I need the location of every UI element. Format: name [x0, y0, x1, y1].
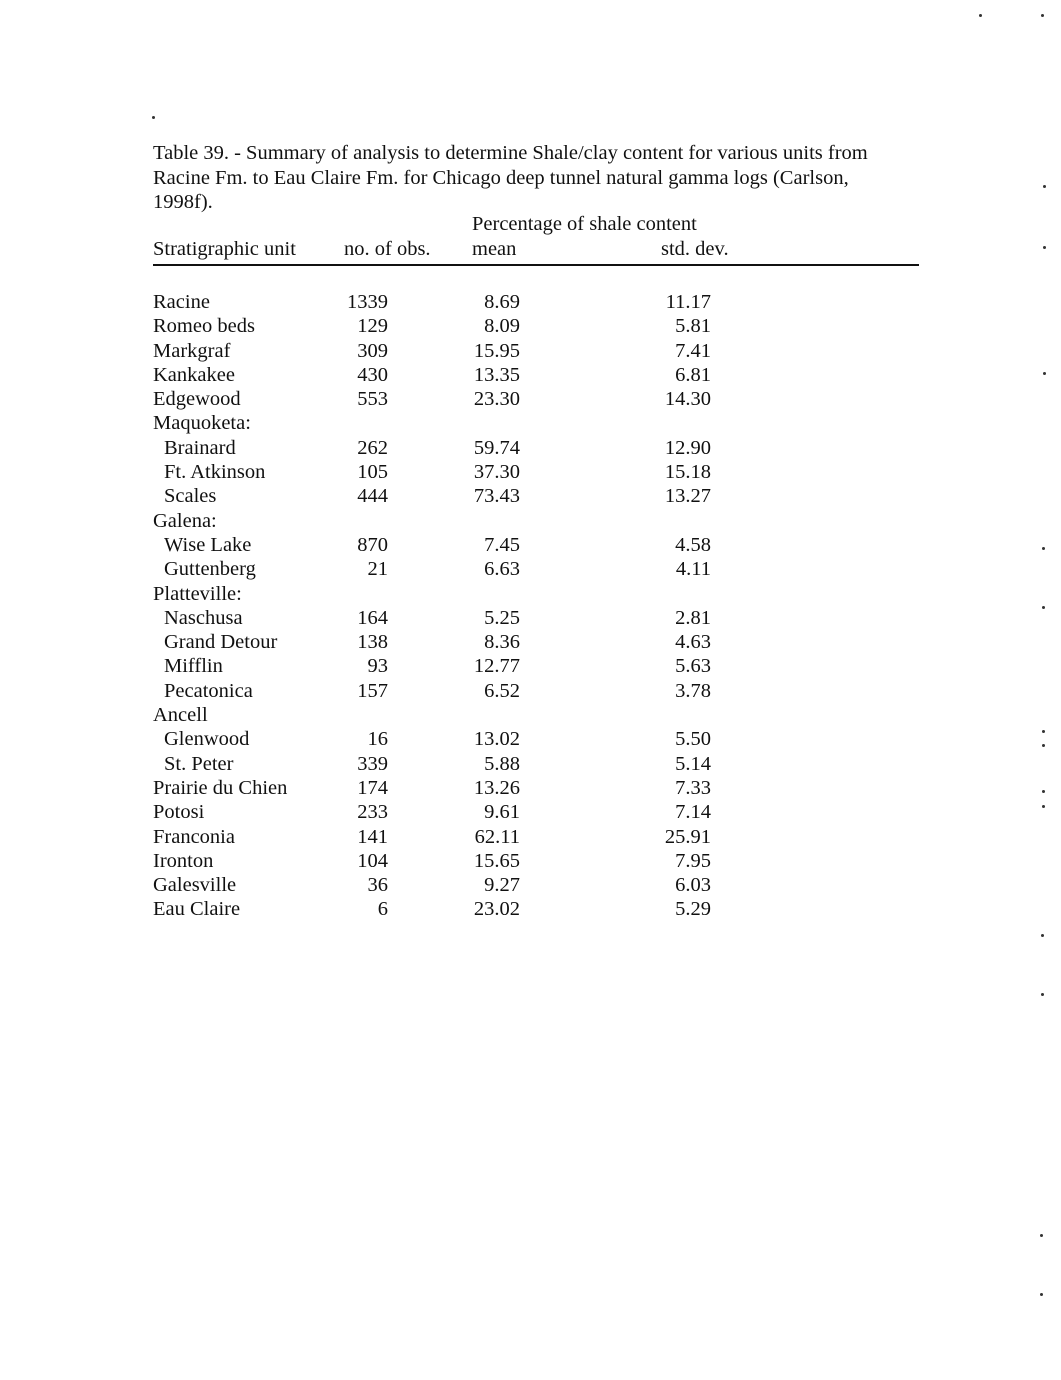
cell-std: 6.03 [675, 874, 711, 897]
cell-unit: Grand Detour [164, 631, 278, 654]
column-header-obs: no. of obs. [344, 238, 431, 260]
cell-std: 7.41 [675, 339, 711, 362]
cell-unit: Wise Lake [164, 533, 252, 556]
cell-obs: 339 [357, 752, 388, 775]
cell-std: 25.91 [664, 825, 711, 848]
cell-unit: Platteville: [153, 582, 242, 605]
cell-mean: 8.69 [484, 291, 520, 313]
cell-obs: 138 [357, 631, 388, 654]
cell-std: 5.50 [675, 728, 711, 751]
scan-speck [152, 116, 155, 119]
cell-mean: 13.35 [473, 363, 520, 386]
table-row [153, 557, 919, 581]
cell-mean: 15.95 [473, 339, 520, 362]
cell-mean: 8.36 [484, 631, 520, 654]
table-row [153, 387, 919, 411]
scan-speck [979, 14, 982, 17]
cell-mean: 62.11 [474, 825, 520, 848]
cell-std: 4.11 [675, 558, 711, 581]
cell-unit: Potosi [153, 801, 205, 824]
cell-obs: 309 [357, 339, 388, 362]
cell-std: 7.33 [675, 776, 711, 799]
cell-obs: 105 [357, 461, 388, 484]
cell-std: 2.81 [675, 606, 711, 629]
scan-speck [1043, 246, 1046, 249]
cell-obs: 16 [367, 728, 388, 751]
scan-speck [1042, 805, 1045, 808]
cell-mean: 23.30 [473, 388, 520, 411]
cell-std: 7.14 [675, 801, 711, 824]
cell-mean: 6.63 [484, 558, 520, 581]
cell-obs: 104 [357, 849, 388, 872]
cell-obs: 262 [357, 436, 388, 459]
cell-unit: Romeo beds [153, 315, 255, 338]
scan-speck [1041, 934, 1044, 937]
scan-speck [1040, 1234, 1043, 1237]
table-row [153, 606, 919, 630]
table-row [153, 727, 919, 751]
cell-std: 12.90 [664, 436, 711, 459]
cell-mean: 9.61 [484, 801, 520, 824]
cell-unit: Guttenberg [164, 558, 256, 581]
table-row [153, 776, 919, 800]
table-row [153, 484, 919, 508]
cell-unit: Ft. Atkinson [164, 461, 266, 484]
cell-unit: Eau Claire [153, 898, 241, 921]
cell-std: 3.78 [675, 679, 711, 702]
cell-obs: 870 [357, 533, 388, 556]
cell-unit: Galesville [153, 874, 237, 897]
scan-speck [1043, 185, 1046, 188]
cell-std: 5.14 [675, 752, 711, 775]
cell-unit: St. Peter [164, 752, 234, 775]
cell-obs: 6 [377, 898, 388, 921]
table-row [153, 897, 919, 921]
table-row [153, 363, 919, 387]
cell-obs: 129 [357, 315, 388, 338]
table-body [153, 290, 919, 922]
cell-mean: 7.45 [484, 533, 520, 556]
table-row [153, 533, 919, 557]
cell-unit: Ironton [153, 849, 214, 872]
cell-unit: Naschusa [164, 606, 243, 629]
cell-mean: 5.88 [484, 752, 520, 775]
cell-unit: Glenwood [164, 728, 250, 751]
cell-unit: Racine [153, 291, 210, 313]
cell-obs: 233 [357, 801, 388, 824]
column-header-unit: Stratigraphic unit [153, 238, 296, 260]
column-header-std: std. dev. [661, 238, 729, 260]
cell-mean: 12.77 [473, 655, 520, 678]
cell-std: 6.81 [675, 363, 711, 386]
cell-unit: Galena: [153, 509, 217, 532]
scan-speck [1043, 372, 1046, 375]
cell-unit: Franconia [153, 825, 235, 848]
cell-unit: Prairie du Chien [153, 776, 288, 799]
cell-std: 7.95 [675, 849, 711, 872]
cell-mean: 6.52 [484, 679, 520, 702]
cell-obs: 36 [367, 874, 388, 897]
column-header-mean: mean [472, 238, 517, 260]
scan-speck [1042, 790, 1045, 793]
table-row [153, 679, 919, 703]
table-group-row [153, 509, 919, 533]
cell-unit: Brainard [164, 436, 236, 459]
table-row [153, 825, 919, 849]
cell-std: 4.63 [675, 631, 711, 654]
cell-mean: 23.02 [473, 898, 520, 921]
table-row [153, 873, 919, 897]
cell-std: 5.81 [675, 315, 711, 338]
cell-std: 5.63 [675, 655, 711, 678]
table-row [153, 436, 919, 460]
scan-speck [1042, 744, 1045, 747]
cell-std: 15.18 [664, 461, 711, 484]
cell-unit: Kankakee [153, 363, 235, 386]
table-row [153, 290, 919, 314]
cell-std: 4.58 [675, 533, 711, 556]
table-row [153, 460, 919, 484]
cell-unit: Scales [164, 485, 217, 508]
cell-mean: 59.74 [473, 436, 520, 459]
table-group-row [153, 411, 919, 435]
cell-std: 11.17 [665, 291, 711, 313]
cell-mean: 8.09 [484, 315, 520, 338]
cell-mean: 15.65 [473, 849, 520, 872]
cell-obs: 164 [357, 606, 388, 629]
cell-mean: 13.26 [473, 776, 520, 799]
table-row [153, 630, 919, 654]
cell-mean: 5.25 [484, 606, 520, 629]
cell-mean: 9.27 [484, 874, 520, 897]
cell-obs: 1339 [347, 291, 388, 313]
cell-std: 14.30 [664, 388, 711, 411]
header-rule [153, 264, 919, 266]
table-row [153, 339, 919, 363]
scan-speck [1041, 14, 1044, 17]
table-row [153, 314, 919, 338]
table-row [153, 849, 919, 873]
scan-speck [1042, 606, 1045, 609]
cell-obs: 444 [357, 485, 388, 508]
cell-obs: 430 [357, 363, 388, 386]
table-row [153, 654, 919, 678]
cell-mean: 73.43 [473, 485, 520, 508]
cell-std: 5.29 [675, 898, 711, 921]
cell-unit: Ancell [153, 704, 208, 727]
scan-speck [1042, 547, 1045, 550]
cell-unit: Edgewood [153, 388, 241, 411]
table-group-row [153, 703, 919, 727]
cell-obs: 93 [367, 655, 388, 678]
cell-obs: 157 [357, 679, 388, 702]
cell-obs: 174 [357, 776, 388, 799]
cell-unit: Markgraf [153, 339, 231, 362]
cell-obs: 141 [357, 825, 388, 848]
table-group-row [153, 582, 919, 606]
cell-obs: 553 [357, 388, 388, 411]
scan-speck [1040, 1293, 1043, 1296]
table-row [153, 752, 919, 776]
table-caption: Table 39. - Summary of analysis to determine Shale/clay content for various units from Racine Fm. to Eau Claire Fm. for Chicago deep tunnel natural gamma logs (Carlson, 1998f). [153, 142, 868, 213]
scan-speck [1041, 993, 1044, 996]
scan-speck [1042, 730, 1045, 733]
cell-unit: Pecatonica [164, 679, 253, 702]
cell-unit: Maquoketa: [153, 412, 251, 435]
table-row [153, 800, 919, 824]
cell-obs: 21 [367, 558, 388, 581]
cell-std: 13.27 [664, 485, 711, 508]
group-header-percentage: Percentage of shale content [472, 213, 697, 235]
cell-mean: 37.30 [473, 461, 520, 484]
cell-mean: 13.02 [473, 728, 520, 751]
cell-unit: Mifflin [164, 655, 223, 678]
